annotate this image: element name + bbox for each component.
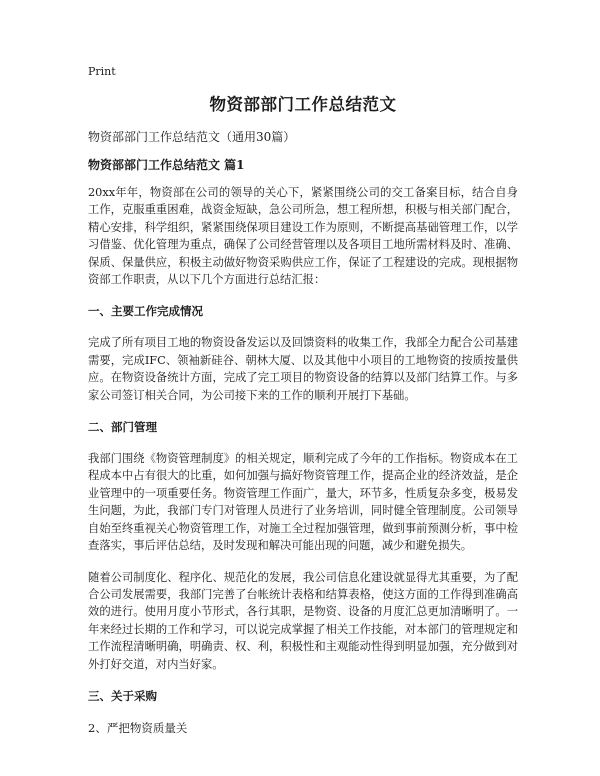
document-page	[88, 64, 518, 737]
department-management-paragraph-2: 随着公司制度化、程序化、规范化的发展，我公司信息化建设就显得尤其重要，为了配合公司发展需要，我部门完善了台帐统计表格和结算表格，使这方面的工作得到准确高效的进行。使用月度小节形式，各行其职，是物资、设备的月度汇总更加清晰明了。一年来经过长期的工作和学习，可以说完成掌握了相关工作技能，对本部门的管理规定和工作流程清晰明确，明确责、权、利，积极性和主观能动性得到明显加强，充分做到对外打好交道，对内当好家。	[88, 570, 518, 671]
document-title: 物资部部门工作总结范文	[209, 95, 397, 114]
heading-department-management: 二、部门管理	[88, 420, 157, 435]
procurement-item: 2、严把物资质量关	[88, 720, 188, 735]
section-title: 物资部部门工作总结范文 篇1	[88, 158, 245, 172]
department-management-paragraph-1: 我部门围绕《物资管理制度》的相关规定，顺利完成了今年的工作指标。物资成本在工程成本中占有很大的比重，如何加强与搞好物资管理工作，提高企业的经济效益，是企业管理中的一项重要任务。物资管理工作面广，量大，环节多，性质复杂多变，极易发生问题，为此，我部门专门对管理人员进行了业务培训，同时健全管理制度。公司领导自始至终重视关心物资管理工作，对施工全过程加强管理，做到事前预测分析，事中检查落实，事后评估总结，及时发现和解决可能出现的问题，减少和避免损失。	[88, 452, 518, 553]
print-link[interactable]: Print	[88, 65, 116, 78]
heading-main-work: 一、主要工作完成情况	[88, 304, 203, 319]
main-work-paragraph: 完成了所有项目工地的物资设备发运以及回馈资料的收集工作，我部全力配合公司基建需要，完成IFC、领袖新硅谷、朝林大厦、以及其他中小项目的工地物资的按质按量供应。在物资设备统计方面，完成了完工项目的物资设备的结算以及部门结算工作。与多家公司签订相关合同，为公司接下来的工作的顺利开展打下基础。	[88, 336, 518, 402]
document-subtitle: 物资部部门工作总结范文（通用30篇）	[88, 130, 296, 144]
heading-procurement: 三、关于采购	[88, 688, 157, 703]
intro-paragraph: 20xx年年，物资部在公司的领导的关心下，紧紧围绕公司的交工备案目标，结合自身工作，克服重重困难，战资金短缺，急公司所急，想工程所想，积极与相关部门配合，精心安排，科学组织，紧紧围绕保项目建设工作为原则，不断提高基础管理工作，以学习借鉴、优化管理为重点，确保了公司经营管理以及各项目工地所需材料及时、准确、保质、保量供应，积极主动做好物资采购供应工作，保证了工程建设的完成。现根据物资部工作职责，从以下几个方面进行总结汇报：	[88, 186, 518, 287]
